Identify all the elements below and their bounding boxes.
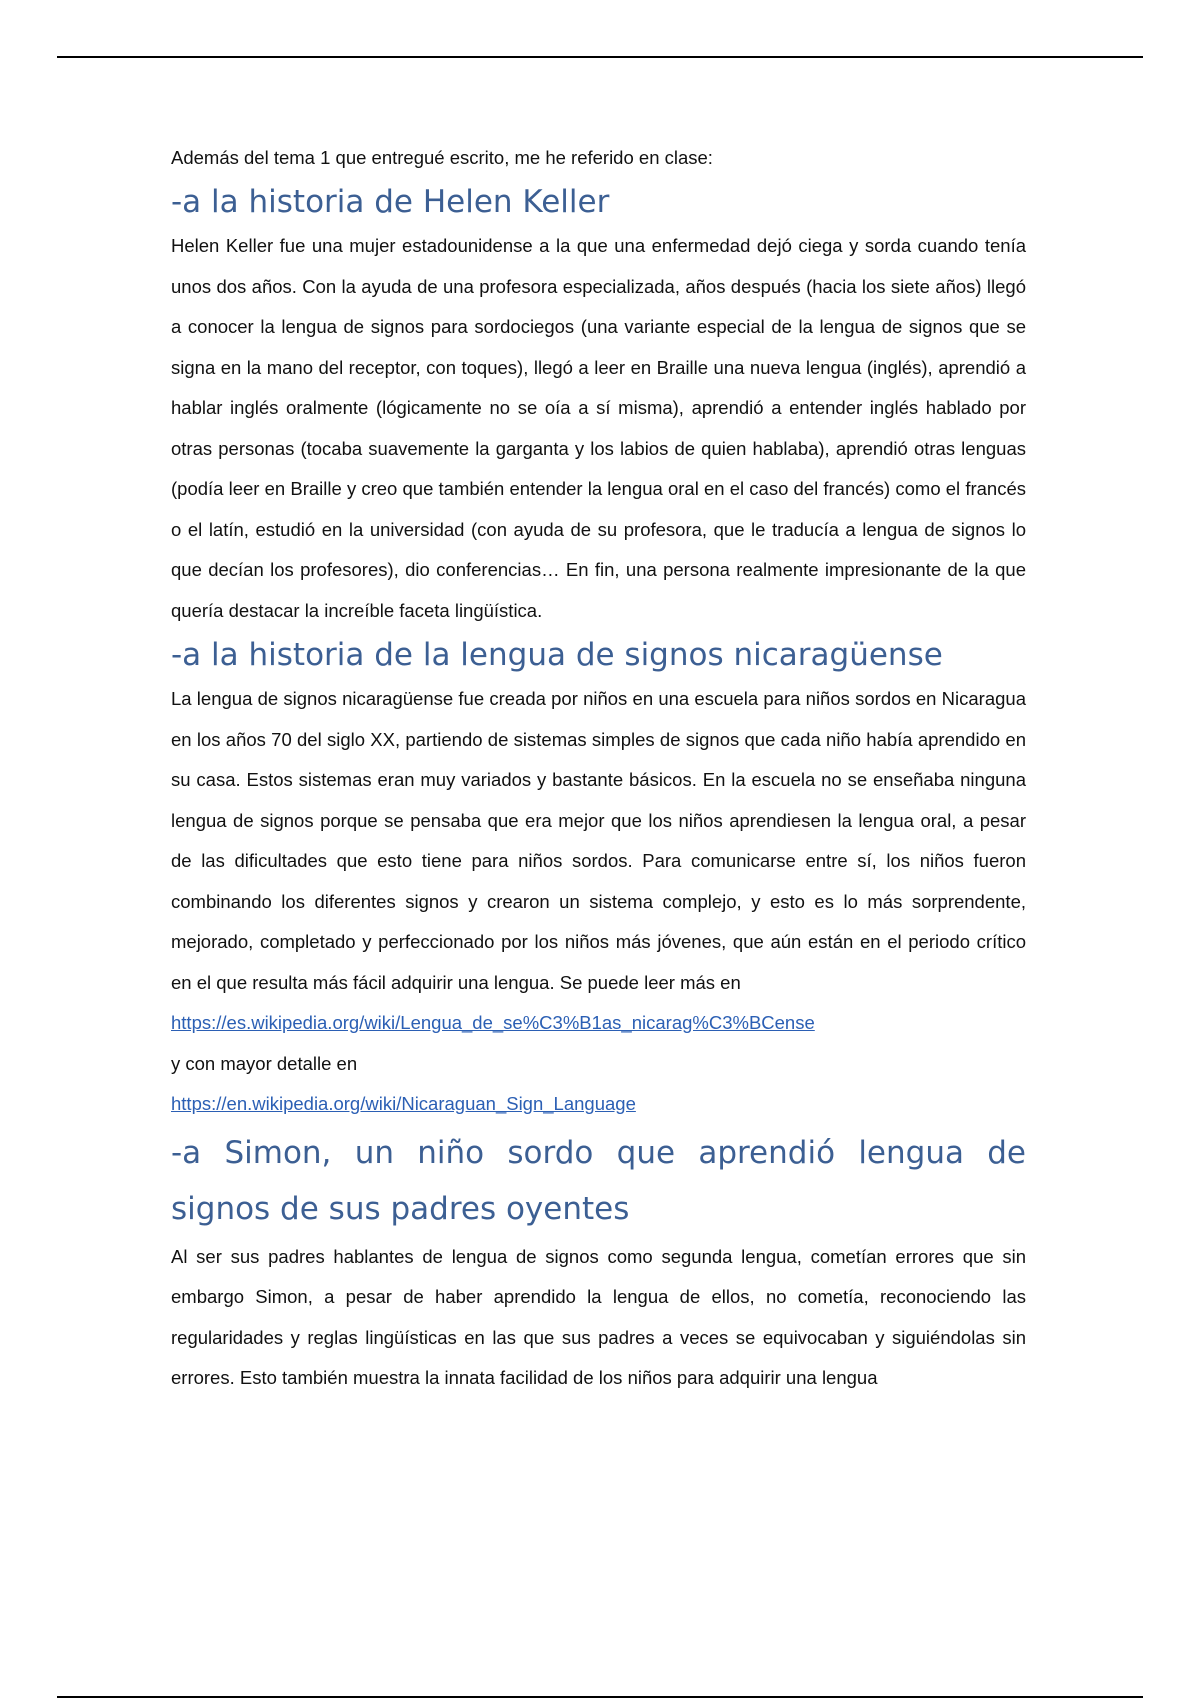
section-heading-nicaraguan-sign-language: -a la historia de la lengua de signos nicaragüense [171,637,943,673]
wikipedia-link-english[interactable]: https://en.wikipedia.org/wiki/Nicaraguan_Sign_Language [171,1093,636,1114]
link-line-english [171,1084,1026,1125]
section-paragraph-nicaraguan-sign-language: La lengua de signos nicaragüense fue creada por niños en una escuela para niños sordos en Nicaragua en los años 70 del siglo XX, partiendo de sistemas simples de signos que cada niño había aprendido en su casa. Estos sistemas eran muy variados y bastante básicos. En la escuela no se enseñaba ninguna lengua de signos porque se pensaba que era mejor que los niños aprendiesen la lengua oral, a pesar de las dificultades que esto tiene para niños sordos. Para comunicarse entre sí, los niños fueron combinando los diferentes signos y crearon un sistema complejo, y esto es lo más sorprendente, mejorado, completado y perfeccionado por los niños más jóvenes, que aún están en el periodo crítico en el que resulta más fácil adquirir una lengua. Se puede leer más en [171,688,1026,993]
section-heading-helen-keller: -a la historia de Helen Keller [171,184,610,220]
section-paragraph-simon: Al ser sus padres hablantes de lengua de signos como segunda lengua, cometían errores que sin embargo Simon, a pesar de haber aprendido la lengua de ellos, no cometía, reconociendo las regularidades y reglas lingüísticas en las que sus padres a veces se equivocaban y siguiéndolas sin errores. Esto también muestra la innata facilidad de los niños para adquirir una lengua [171,1245,1026,1388]
document-body [171,138,1026,1399]
connector-text: y con mayor detalle en [171,1052,358,1074]
intro-text: Además del tema 1 que entregué escrito, me he referido en clase: [171,147,713,168]
header-rule [57,56,1143,58]
wikipedia-link-spanish[interactable]: https://es.wikipedia.org/wiki/Lengua_de_se%C3%B1as_nicarag%C3%BCense [171,1012,815,1033]
footer-rule [57,1696,1143,1698]
section-heading-simon: -a Simon, un niño sordo que aprendió lengua de signos de sus padres oyentes [171,1134,1026,1227]
link-line-spanish [171,1003,1026,1044]
section-paragraph-helen-keller: Helen Keller fue una mujer estadounidense a la que una enfermedad dejó ciega y sorda cuando tenía unos dos años. Con la ayuda de una profesora especializada, años después (hacia los siete años) llegó a conocer la lengua de signos para sordociegos (una variante especial de la lengua de signos que se signa en la mano del receptor, con toques), llegó a leer en Braille una nueva lengua (inglés), aprendió a hablar inglés oralmente (lógicamente no se oía a sí misma), aprendió a entender inglés hablado por otras personas (tocaba suavemente la garganta y los labios de quien hablaba), aprendió otras lenguas (podía leer en Braille y creo que también entender la lengua oral en el caso del francés) como el francés o el latín, estudió en la universidad (con ayuda de su profesora, que le traducía a lengua de signos lo que decían los profesores), dio conferencias… En fin, una persona realmente impresionante de la que quería destacar la increíble faceta lingüística. [171,235,1026,621]
